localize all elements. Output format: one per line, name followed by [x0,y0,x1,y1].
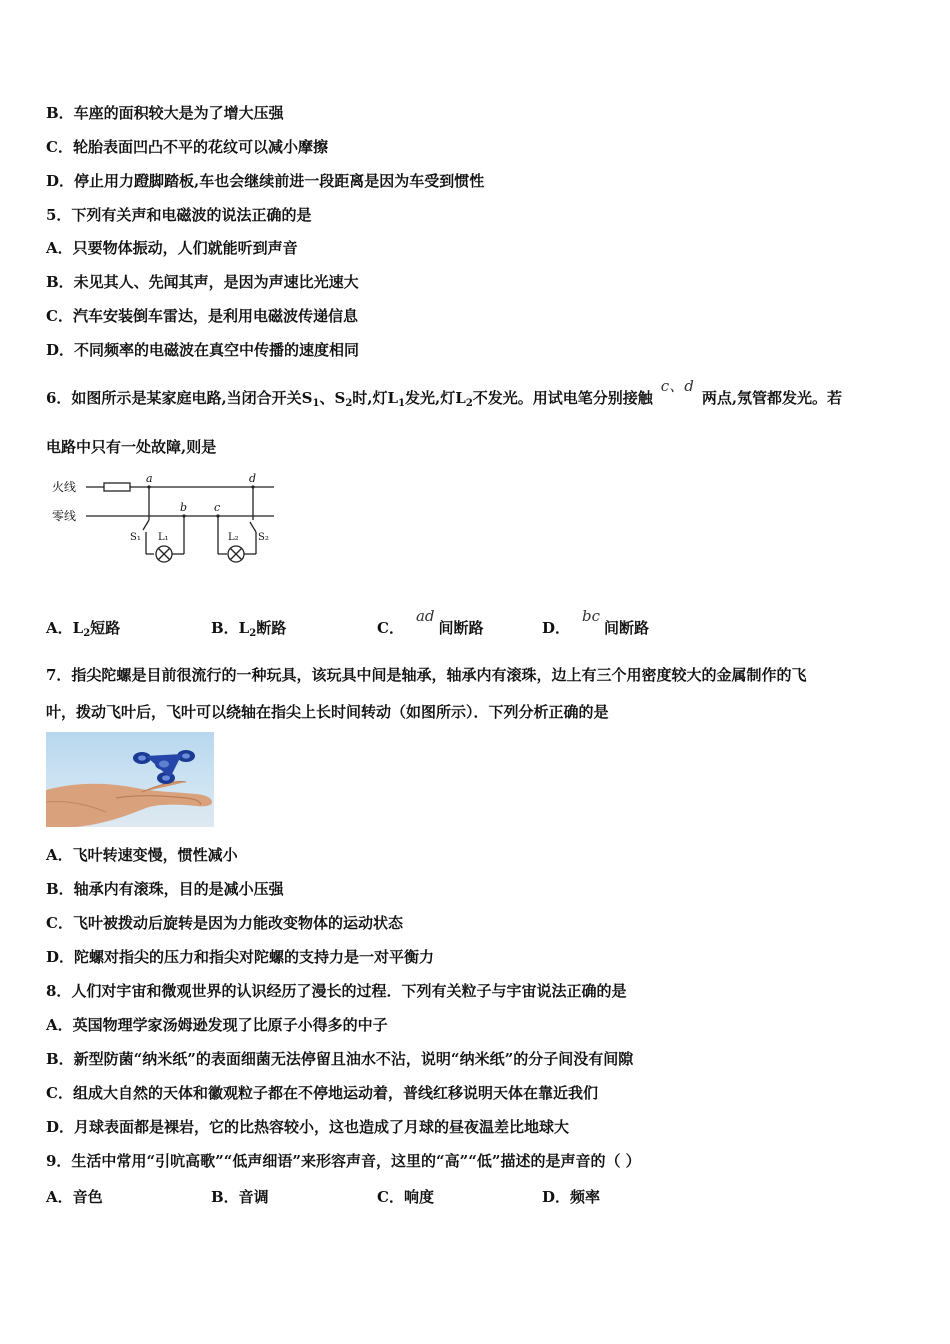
q6-option-c: C．ad间断路 [377,607,484,637]
q9-option-a: A．音色 [46,1188,103,1206]
q9-option-c: C．响度 [377,1188,434,1206]
q6-option-b: B．$L_2$断路 [211,619,287,639]
q6-option-d: D．bc间断路 [542,607,650,637]
q5-option-d: D．不同频率的电磁波在真空中传播的速度相同 [46,341,360,359]
s1-label: S₁ [130,532,141,543]
l2-label: L₂ [228,532,239,543]
q8-option-c: C．组成大自然的天体和徽观粒子都在不停地运动着，普线红移说明天体在靠近我们 [46,1084,598,1102]
point-b-label: b [180,501,188,514]
q6-stem: 6．如图所示是某家庭电路,当闭合开关$S_1$、$S_2$时,灯$L_1$发光,灯$L_2$不发光。用试电笔分别接触c、d两点,氖管都发光。若 [46,377,843,409]
point-c-label: c [214,501,221,514]
q5-option-c: C．汽车安装倒车雷达，是利用电磁波传递信息 [46,307,358,325]
q9-option-d: D．频率 [542,1188,601,1206]
switch-s2 [250,522,256,532]
q6-stem-line2: 电路中只有一处故障,则是 [46,438,217,456]
fidget-spinner-photo [46,732,214,827]
q9-stem: 9．生活中常用“引吭高歌”“低声细语”来形容声音，这里的“高”“低”描述的是声音的（ ） [46,1152,641,1170]
live-wire-label: 火线 [52,480,77,494]
q5-stem: 5．下列有关声和电磁波的说法正确的是 [46,206,312,224]
point-a-label: a [146,472,153,485]
point-d-label: d [249,472,257,485]
q7-stem-line2: 叶，拨动飞叶后，飞叶可以绕轴在指尖上长时间转动（如图所示）．下列分析正确的是 [46,703,609,721]
q7-option-c: C．飞叶被拨动后旋转是因为力能改变物体的运动状态 [46,914,403,932]
q7-stem-line1: 7．指尖陀螺是目前很流行的一种玩具，该玩具中间是轴承，轴承内有滚珠，边上有三个用密度较大的金属制作的飞 [46,666,807,684]
neutral-wire-label: 零线 [52,509,77,523]
q6-option-a: A．$L_2$短路 [46,619,121,639]
q5-option-a: A．只要物体振动，人们就能听到声音 [46,239,298,257]
circuit-diagram [46,470,281,570]
q4-option-c: C．轮胎表面凹凸不平的花纹可以减小摩擦 [46,138,328,156]
q8-option-a: A．英国物理学家汤姆逊发现了比原子小得多的中子 [46,1016,388,1034]
q9-option-b: B．音调 [211,1188,269,1206]
q6-points-cd: c、d [660,377,694,395]
q8-option-d: D．月球表面都是裸岩，它的比热容较小，这也造成了月球的昼夜温差比地球大 [46,1118,570,1136]
q4-option-d: D．停止用力蹬脚踏板,车也会继续前进一段距离是因为车受到惯性 [46,172,485,190]
q8-option-b: B．新型防菌“纳米纸”的表面细菌无法停留且油水不沾，说明“纳米纸”的分子间没有间隙 [46,1050,634,1068]
q7-option-d: D．陀螺对指尖的压力和指尖对陀螺的支持力是一对平衡力 [46,948,435,966]
q7-option-a: A．飞叶转速变慢，惯性减小 [46,846,238,864]
fuse [104,483,130,491]
switch-s1 [143,520,149,530]
s2-label: S₂ [258,532,269,543]
l1-label: L₁ [158,532,169,543]
q5-option-b: B．未见其人、先闻其声，是因为声速比光速大 [46,273,359,291]
q8-stem: 8．人们对宇宙和微观世界的认识经历了漫长的过程．下列有关粒子与宇宙说法正确的是 [46,982,627,1000]
q4-option-b: B．车座的面积较大是为了增大压强 [46,104,284,122]
q7-option-b: B．轴承内有滚珠，目的是减小压强 [46,880,284,898]
